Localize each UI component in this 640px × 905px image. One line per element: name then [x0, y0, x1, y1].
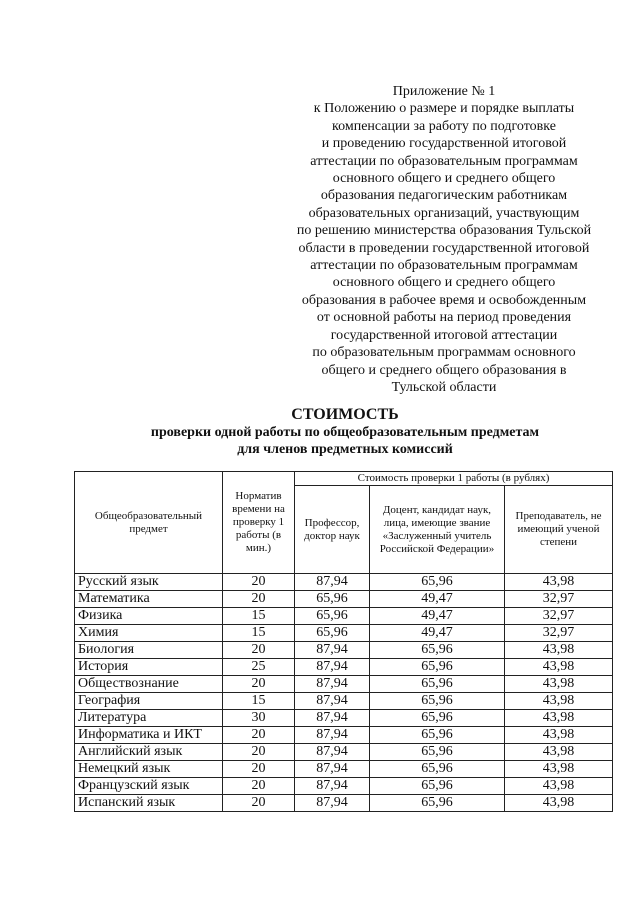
cell-professor: 87,94: [295, 676, 370, 693]
appendix-header: [264, 83, 624, 396]
appendix-line: Приложение № 1: [392, 84, 496, 99]
cell-professor: 87,94: [295, 761, 370, 778]
appendix-line: образовательных организаций, участвующим: [308, 205, 580, 221]
cell-docent: 65,96: [370, 727, 505, 744]
cell-professor: 87,94: [295, 642, 370, 659]
cell-professor: 87,94: [295, 744, 370, 761]
table-row: [75, 642, 613, 659]
cell-professor: 87,94: [295, 710, 370, 727]
cell-teacher: 43,98: [505, 693, 613, 710]
title-main: СТОИМОСТЬ: [291, 406, 399, 423]
header-professor: Профессор, доктор наук: [295, 486, 370, 574]
cell-subject: Обществознание: [75, 676, 223, 693]
cell-professor: 87,94: [295, 574, 370, 591]
table-row: [75, 727, 613, 744]
table-row: [75, 795, 613, 812]
cell-docent: 65,96: [370, 710, 505, 727]
cell-subject: Физика: [75, 608, 223, 625]
cell-norm: 15: [223, 693, 295, 710]
document-title: [0, 406, 640, 458]
cell-professor: 87,94: [295, 659, 370, 676]
header-teacher: Преподаватель, не имеющий ученой степени: [505, 486, 613, 574]
cell-norm: 25: [223, 659, 295, 676]
table-row: [75, 574, 613, 591]
cell-subject: Литература: [75, 710, 223, 727]
cell-docent: 65,96: [370, 676, 505, 693]
cell-teacher: 32,97: [505, 608, 613, 625]
cell-docent: 65,96: [370, 659, 505, 676]
cell-norm: 30: [223, 710, 295, 727]
cell-docent: 65,96: [370, 795, 505, 812]
cell-professor: 87,94: [295, 795, 370, 812]
title-subtitle-line-2: для членов предметных комиссий: [237, 442, 453, 457]
cell-norm: 20: [223, 727, 295, 744]
cell-docent: 65,96: [370, 642, 505, 659]
cell-subject: География: [75, 693, 223, 710]
cell-teacher: 32,97: [505, 591, 613, 608]
appendix-line: к Положению о размере и порядке выплаты: [313, 101, 575, 117]
table-row: [75, 761, 613, 778]
cell-teacher: 43,98: [505, 642, 613, 659]
header-cost-group: Стоимость проверки 1 работы (в рублях): [295, 472, 613, 486]
appendix-line: компенсации за работу по подготовке: [332, 118, 556, 134]
cell-subject: Немецкий язык: [75, 761, 223, 778]
cell-teacher: 43,98: [505, 710, 613, 727]
cell-norm: 20: [223, 795, 295, 812]
table-row: [75, 710, 613, 727]
cell-norm: 15: [223, 608, 295, 625]
cell-teacher: 43,98: [505, 795, 613, 812]
appendix-line: от основной работы на период проведения: [316, 310, 572, 326]
cell-norm: 20: [223, 744, 295, 761]
table-row: [75, 625, 613, 642]
table-row: [75, 744, 613, 761]
cell-docent: 49,47: [370, 625, 505, 642]
cost-table: [74, 471, 613, 812]
cell-teacher: 43,98: [505, 574, 613, 591]
table-row: [75, 608, 613, 625]
cell-teacher: 43,98: [505, 727, 613, 744]
cell-professor: 65,96: [295, 591, 370, 608]
cell-docent: 65,96: [370, 693, 505, 710]
cell-docent: 65,96: [370, 574, 505, 591]
cell-teacher: 43,98: [505, 761, 613, 778]
table-row: [75, 591, 613, 608]
table-row: [75, 659, 613, 676]
header-subject: Общеобразовательный предмет: [75, 472, 223, 574]
cell-subject: История: [75, 659, 223, 676]
cell-professor: 87,94: [295, 727, 370, 744]
cell-subject: Английский язык: [75, 744, 223, 761]
appendix-line: образования педагогическим работникам: [320, 188, 568, 204]
appendix-line: и проведению государственной итоговой: [321, 136, 567, 152]
cell-docent: 65,96: [370, 778, 505, 795]
appendix-line: аттестации по образовательным программам: [310, 258, 578, 274]
cell-norm: 20: [223, 676, 295, 693]
cell-subject: Русский язык: [75, 574, 223, 591]
header-norm: Норматив времени на проверку 1 работы (в мин.): [223, 472, 295, 574]
cell-professor: 65,96: [295, 608, 370, 625]
cell-norm: 20: [223, 591, 295, 608]
cell-docent: 49,47: [370, 591, 505, 608]
appendix-line: по решению министерства образования Тульской: [296, 223, 592, 239]
cell-norm: 20: [223, 642, 295, 659]
cell-professor: 87,94: [295, 778, 370, 795]
cell-subject: Испанский язык: [75, 795, 223, 812]
appendix-line: общего и среднего общего образования в: [321, 362, 567, 378]
cell-professor: 87,94: [295, 693, 370, 710]
cell-teacher: 43,98: [505, 676, 613, 693]
cell-teacher: 32,97: [505, 625, 613, 642]
cell-subject: Информатика и ИКТ: [75, 727, 223, 744]
cell-subject: Французский язык: [75, 778, 223, 795]
cell-subject: Математика: [75, 591, 223, 608]
header-docent: Доцент, кандидат наук, лица, имеющие звание «Заслуженный учитель Российской Федерации»: [370, 486, 505, 574]
title-subtitle-line-1: проверки одной работы по общеобразовательным предметам: [150, 425, 540, 440]
cell-professor: 65,96: [295, 625, 370, 642]
cell-norm: 20: [223, 778, 295, 795]
appendix-line: основного общего и среднего общего: [332, 275, 556, 291]
cell-docent: 65,96: [370, 744, 505, 761]
cell-teacher: 43,98: [505, 744, 613, 761]
appendix-line: государственной итоговой аттестации: [330, 327, 558, 343]
appendix-line: аттестации по образовательным программам: [310, 153, 578, 169]
cell-norm: 15: [223, 625, 295, 642]
appendix-line: образования в рабочее время и освобожденным: [301, 292, 587, 308]
appendix-line: области в проведении государственной итоговой: [298, 240, 590, 256]
cell-norm: 20: [223, 574, 295, 591]
cell-norm: 20: [223, 761, 295, 778]
appendix-line: по образовательным программам основного: [312, 345, 576, 361]
table-row: [75, 778, 613, 795]
cell-subject: Химия: [75, 625, 223, 642]
cell-docent: 65,96: [370, 761, 505, 778]
appendix-line: основного общего и среднего общего: [332, 171, 556, 187]
cell-docent: 49,47: [370, 608, 505, 625]
cell-teacher: 43,98: [505, 659, 613, 676]
cell-teacher: 43,98: [505, 778, 613, 795]
table-row: [75, 693, 613, 710]
appendix-line: Тульской области: [391, 379, 497, 395]
cell-subject: Биология: [75, 642, 223, 659]
table-row: [75, 676, 613, 693]
